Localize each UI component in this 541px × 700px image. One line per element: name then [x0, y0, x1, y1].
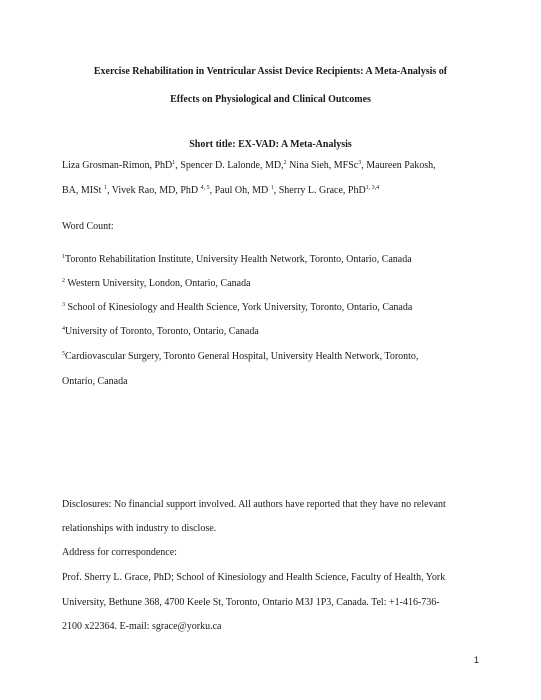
- title-line-1: Exercise Rehabilitation in Ventricular Assist Device Recipients: A Meta-Analysis of: [93, 66, 448, 77]
- affiliation-text: Toronto Rehabilitation Institute, University Health Network, Toronto, Ontario, Canada: [65, 254, 412, 265]
- author-name: , Vivek Rao, MD, PhD: [106, 185, 201, 196]
- page-number: 1: [473, 655, 479, 665]
- affiliation-text: University of Toronto, Toronto, Ontario, Canada: [65, 326, 259, 337]
- author-affiliation-marker: 1: [270, 185, 274, 191]
- author-name: , Maureen Pakosh,: [361, 160, 436, 171]
- word-count: Word Count:: [62, 221, 114, 232]
- address-line-1: Prof. Sherry L. Grace, PhD; School of Kinesiology and Health Science, Faculty of Health, York: [62, 572, 446, 583]
- author-affiliation-marker: 4, 5: [200, 185, 210, 191]
- affiliation-2: [62, 278, 251, 290]
- author-name: , Sherry L. Grace, PhD: [273, 185, 366, 196]
- affiliation-marker: 4: [62, 326, 65, 332]
- affiliation-4: [62, 326, 259, 338]
- short-title: Short title: EX-VAD: A Meta-Analysis: [189, 139, 352, 150]
- author-name: Liza Grosman-Rimon, PhD: [62, 160, 173, 171]
- author-affiliation-marker: 1, 3,4: [365, 185, 380, 191]
- address-line-3: 2100 x22364. E-mail: sgrace@yorku.ca: [62, 621, 222, 632]
- affiliation-marker: 2: [62, 278, 65, 284]
- disclosures-line-1: Disclosures: No financial support involved. All authors have reported that they have no relevant: [62, 499, 446, 510]
- author-name: BA, MISt: [62, 185, 104, 196]
- author-affiliation-marker: 3: [358, 160, 362, 166]
- title-line-2: Effects on Physiological and Clinical Outcomes: [170, 94, 371, 105]
- address-line-2: University, Bethune 368, 4700 Keele St, Toronto, Ontario M3J 1P3, Canada. Tel: +1-416-736-: [62, 597, 440, 608]
- affiliation-5: [62, 351, 418, 363]
- affiliation-3: [62, 302, 412, 314]
- affiliation-marker: 1: [62, 254, 65, 260]
- author-name: , Spencer D. Lalonde, MD,: [175, 160, 284, 171]
- author-affiliation-marker: 2: [283, 160, 287, 166]
- author-name: , Paul Oh, MD: [209, 185, 271, 196]
- affiliation-1: [62, 254, 412, 266]
- author-line-1: [62, 160, 436, 172]
- address-label: Address for correspondence:: [62, 547, 177, 558]
- author-affiliation-marker: 1: [172, 160, 176, 166]
- affiliation-marker: 5: [62, 351, 65, 357]
- affiliation-5-continued: Ontario, Canada: [62, 376, 128, 387]
- author-line-2: [62, 185, 379, 197]
- affiliation-text: Western University, London, Ontario, Canada: [65, 278, 251, 289]
- disclosures-line-2: relationships with industry to disclose.: [62, 523, 217, 534]
- affiliation-text: Cardiovascular Surgery, Toronto General Hospital, University Health Network, Toronto,: [65, 351, 419, 362]
- affiliation-text: School of Kinesiology and Health Science, York University, Toronto, Ontario, Canada: [65, 302, 413, 313]
- author-name: Nina Sieh, MFSc: [286, 160, 359, 171]
- affiliation-marker: 3: [62, 302, 65, 308]
- author-affiliation-marker: 1: [103, 185, 107, 191]
